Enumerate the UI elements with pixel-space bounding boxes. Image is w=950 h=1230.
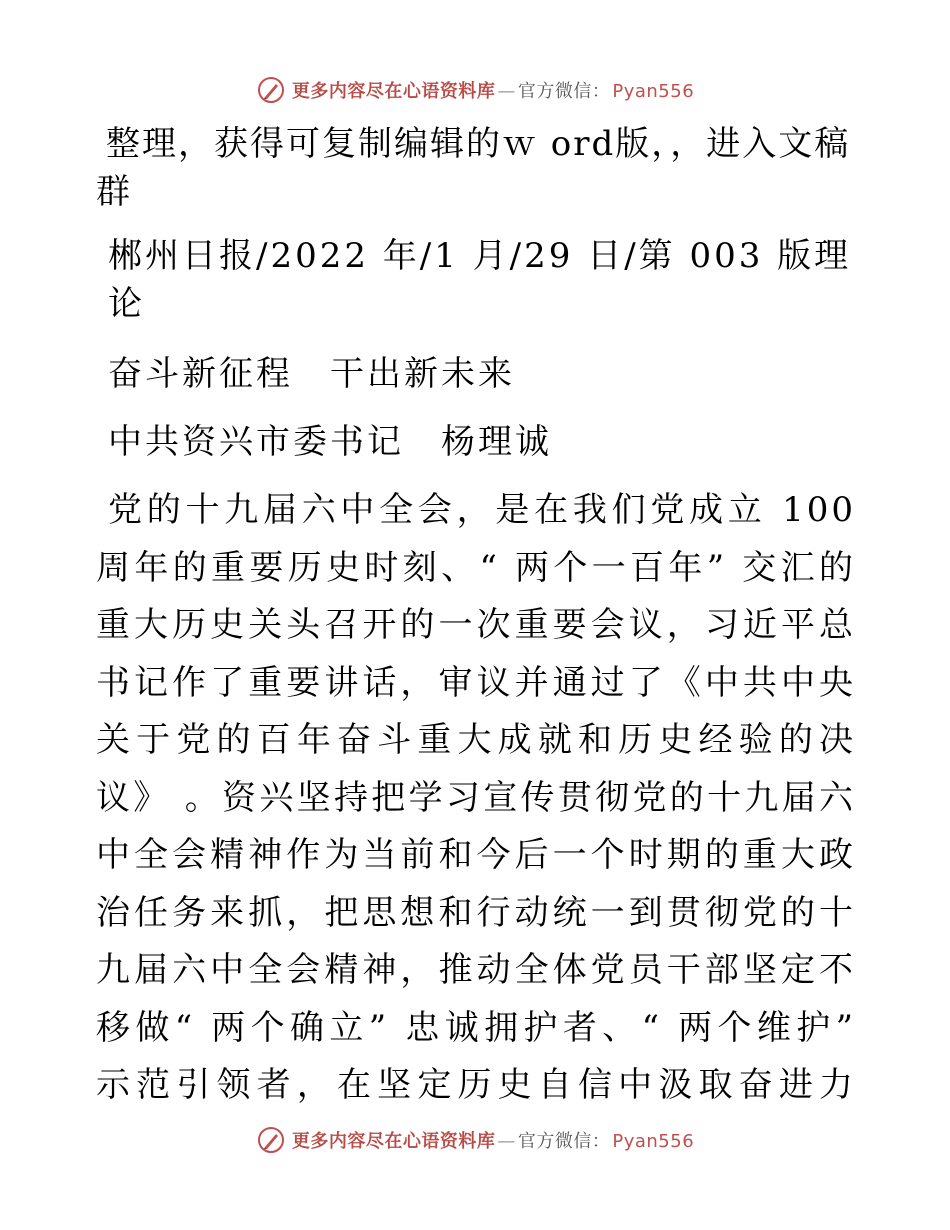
watermark-label: 官方微信	[517, 81, 592, 102]
watermark-dash: —	[497, 81, 516, 102]
watermark-wechat-id: Pyan556	[612, 1131, 695, 1152]
intro-paragraph: 整理，获得可复制编辑的ｗ ord版，，进入文稿群	[96, 124, 851, 212]
watermark-text	[292, 77, 694, 103]
watermark-separator: ：	[591, 81, 611, 102]
feather-pen-logo-icon	[256, 1125, 286, 1155]
watermark-slogan: 更多内容尽在心语资料库	[291, 1131, 496, 1152]
watermark-banner-bottom	[0, 1120, 950, 1160]
watermark-dash: —	[497, 1131, 516, 1152]
watermark-slogan: 更多内容尽在心语资料库	[291, 81, 496, 102]
watermark-banner-top	[0, 70, 950, 110]
publication-info: 郴州日报/2022 年/1 月/29 日/第 003 版理论	[108, 236, 852, 324]
feather-pen-logo-icon	[256, 75, 286, 105]
article-author: 中共资兴市委书记 杨理诚	[108, 422, 552, 462]
article-title: 奋斗新征程 干出新未来	[108, 354, 515, 394]
document-body	[96, 120, 856, 1114]
watermark-wechat-id: Pyan556	[612, 81, 695, 102]
watermark-label: 官方微信	[517, 1131, 592, 1152]
watermark-separator: ：	[591, 1131, 611, 1152]
watermark-text	[292, 1127, 694, 1153]
body-paragraph: 党的十九届六中全会，是在我们党成立 100 周年的重要历史时刻、“ 两个一百年” 交汇的重大历史关头召开的一次重要会议，习近平总书记作了重要讲话，审议并通过了《中共中央关于党的百年奋斗重大成就和历史经验的决议》 。资兴坚持把学习宣传贯彻党的十九届六中全会精神作为当前和今后一个时期的重大政治任务来抓，把思想和行动统一到贯彻党的十九届六中全会精神，推动全体党员干部坚定不移做“ 两个确立” 忠诚拥护者、“ 两个维护” 示范引领者，在坚定历史自信中汲取奋进力	[96, 490, 856, 1105]
